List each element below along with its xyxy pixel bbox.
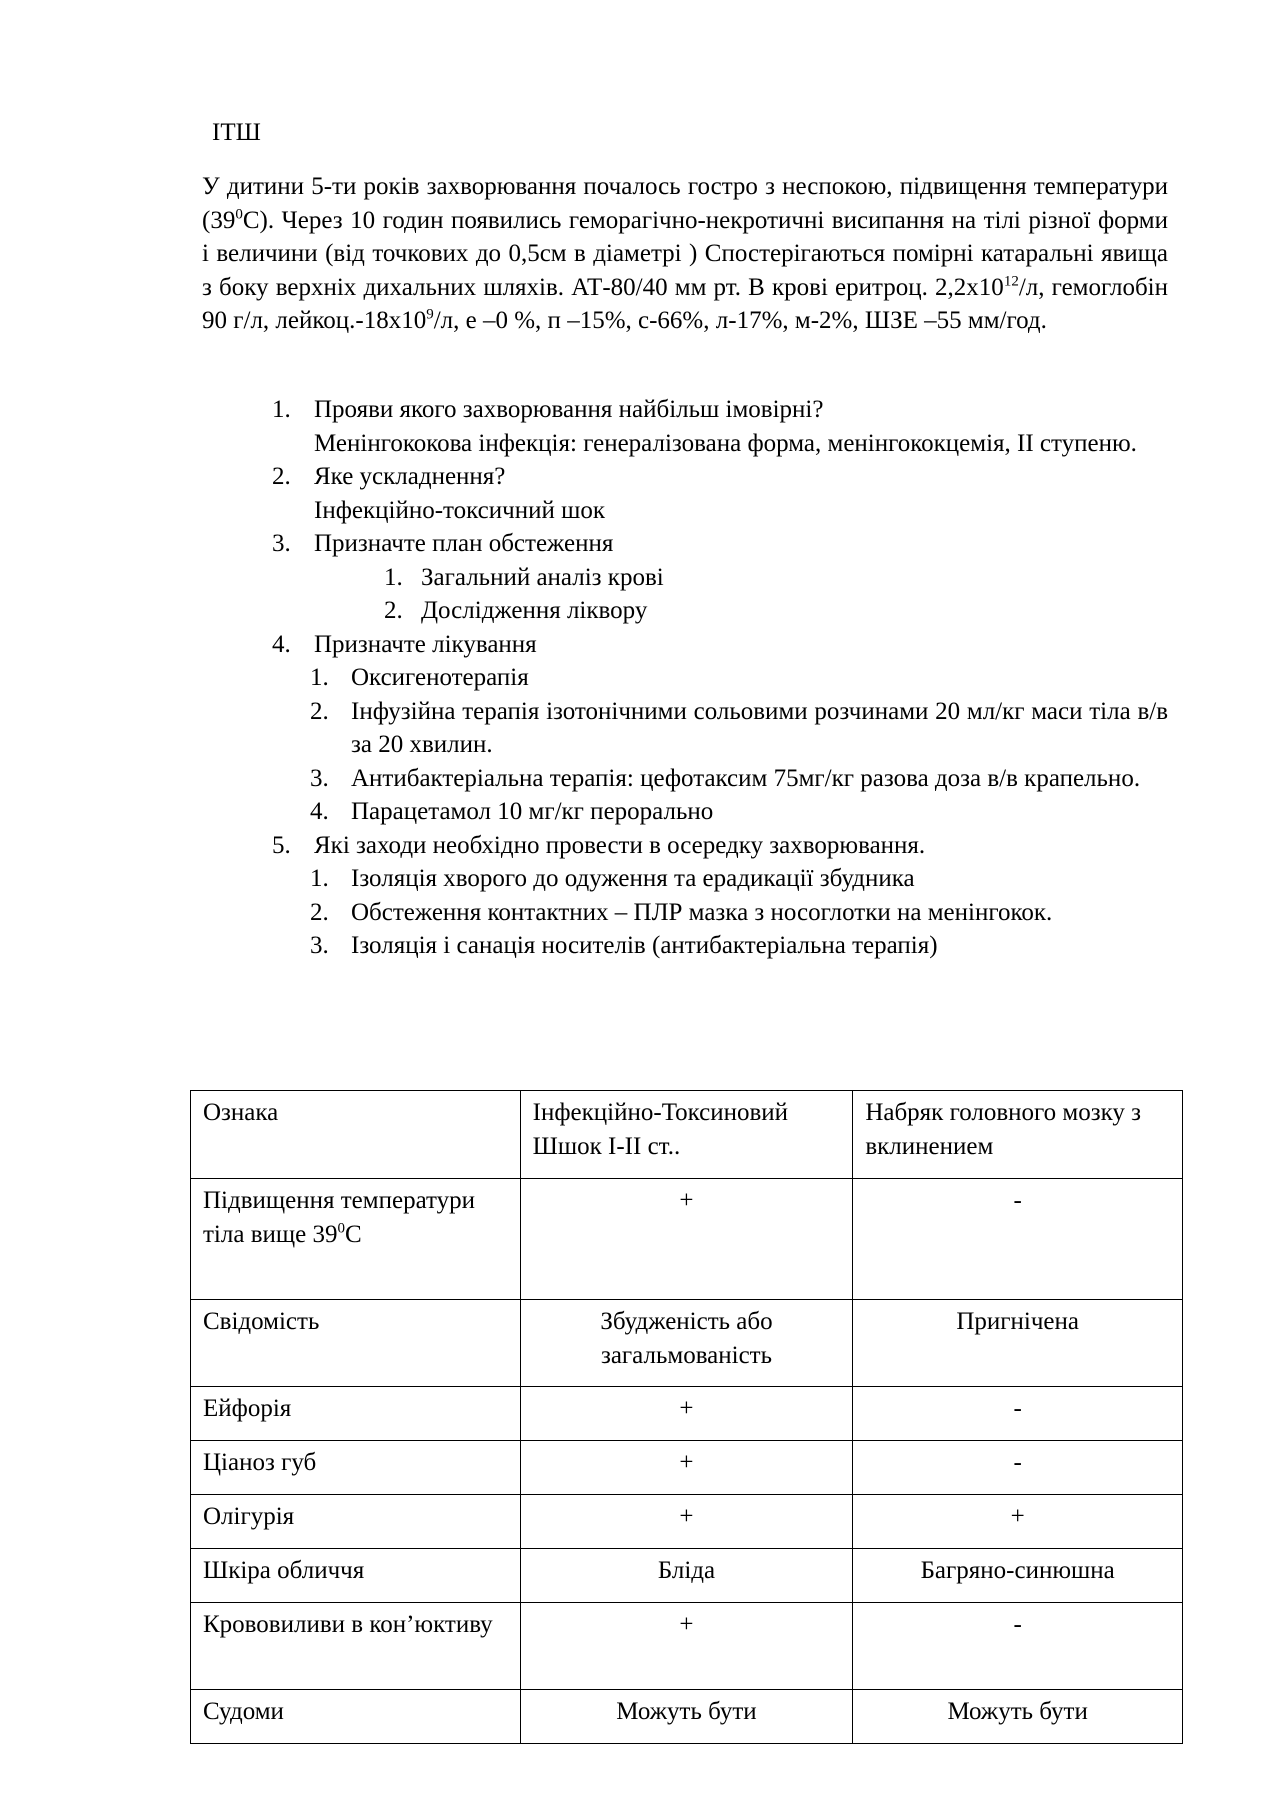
case-text-part2: С). Через 10 годин появились геморагічно-некротичні висипання на тілі різної форми і величини (від точкових до 0,5см в діаметрі ) Спостерігаються помірні катаральні явища з боку верхніх дихальних шляхів. АТ-80/40 мм рт. В крові еритроц. 2,2х10: [202, 206, 1168, 301]
table-row: [191, 1603, 1183, 1690]
document-title: ІТШ: [212, 119, 261, 146]
table-cell-value: +: [520, 1603, 853, 1690]
table-header-cell: Набряк головного мозку з вклинением: [853, 1091, 1183, 1179]
case-text-part3: /л, гемоглобін 90 г/л, лейкоц.-18х10: [202, 273, 1168, 334]
question-number: 4.: [272, 630, 291, 658]
question-text: Прояви якого захворювання найбільш імовірні?: [314, 396, 824, 423]
treatment-item: [310, 695, 1168, 762]
case-text-part4: /л, е –0 %, п –15%, с-66%, л-17%, м-2%, ШЗЕ –55 мм/год.: [433, 307, 1047, 334]
treatment-list: [310, 661, 1168, 829]
table-cell-value: +: [520, 1179, 853, 1300]
exam-plan-list: [314, 561, 1168, 628]
table-row: [191, 1690, 1183, 1744]
table-cell-value: Багряно-синюшна: [853, 1549, 1183, 1603]
case-sup-temp: 0: [235, 206, 243, 223]
sub-item-number: 1.: [310, 865, 329, 892]
outbreak-measures-list: [310, 862, 1194, 963]
table-cell-sign: [191, 1179, 521, 1300]
outbreak-measure-item: [310, 896, 1194, 930]
temp-label-tail: С: [344, 1220, 362, 1248]
question-item-4: [272, 628, 1168, 829]
table-cell-value: -: [853, 1441, 1183, 1495]
sub-item-number: 1.: [310, 664, 329, 691]
exam-plan-item: [384, 561, 1168, 595]
table-cell-value: -: [853, 1179, 1183, 1300]
case-description: [202, 170, 1168, 338]
sub-item-text: Оксигенотерапія: [351, 664, 529, 691]
question-number: 1.: [272, 396, 291, 423]
table-cell-value: +: [853, 1495, 1183, 1549]
outbreak-measure-item: [310, 929, 1194, 963]
question-item-2: [272, 460, 1168, 527]
temp-label-sup: 0: [337, 1220, 345, 1237]
question-number: 3.: [272, 530, 291, 557]
table-cell-value: Бліда: [520, 1549, 853, 1603]
table-cell-sign: Ейфорія: [191, 1387, 521, 1441]
table-row: [191, 1495, 1183, 1549]
question-number: 5.: [272, 831, 291, 859]
treatment-item: [310, 661, 1168, 695]
table-cell-value: Пригнічена: [853, 1300, 1183, 1387]
sub-item-text: Ізоляція і санація носителів (антибактеріальна терапія): [351, 932, 938, 959]
table-cell-sign: Крововиливи в кон’юктиву: [191, 1603, 521, 1690]
table-cell-value: +: [520, 1495, 853, 1549]
table-cell-value: Збудженість або загальмованість: [520, 1300, 853, 1387]
question-item-5: [272, 829, 1168, 963]
table-header-row: [191, 1091, 1183, 1179]
question-item-1: [272, 393, 1168, 460]
sub-item-text: Парацетамол 10 мг/кг перорально: [351, 798, 714, 825]
table-row: [191, 1387, 1183, 1441]
sub-item-number: 2.: [310, 697, 329, 725]
differential-diagnosis-table: [190, 1090, 1183, 1744]
question-number: 2.: [272, 463, 291, 490]
treatment-item: [310, 762, 1168, 796]
sub-item-number: 3.: [310, 932, 329, 959]
table-row: [191, 1300, 1183, 1387]
table-cell-value: +: [520, 1441, 853, 1495]
table-cell-value: Можуть бути: [520, 1690, 853, 1744]
table-cell-value: -: [853, 1387, 1183, 1441]
sub-item-text: Обстеження контактних – ПЛР мазка з носоглотки на менінгокок.: [351, 898, 1053, 926]
questions-list: [272, 393, 1168, 963]
sub-item-number: 1.: [384, 563, 403, 591]
table-row: [191, 1441, 1183, 1495]
sub-item-text: Дослідження ліквору: [421, 597, 648, 624]
table-header-cell: Ознака: [191, 1091, 521, 1179]
table-cell-sign: Ціаноз губ: [191, 1441, 521, 1495]
case-sup-ery: 12: [1003, 273, 1019, 290]
treatment-item: [310, 795, 1168, 829]
temp-label-main: Підвищення температури тіла вище 39: [203, 1187, 475, 1248]
case-text-part1: У дитини 5-ти років захворювання почалось гостро з неспокою, підвищення температури (39: [202, 173, 1168, 234]
table-cell-sign: Олігурія: [191, 1495, 521, 1549]
sub-item-text: Інфузійна терапія ізотонічними сольовими розчинами 20 мл/кг маси тіла в/в за 20 хвилин.: [351, 697, 1168, 758]
case-sup-leu: 9: [426, 306, 434, 323]
sub-item-text: Ізоляція хворого до одуження та ерадикації збудника: [351, 865, 915, 892]
question-text: Які заходи необхідно провести в осередку захворювання.: [314, 831, 926, 859]
outbreak-measure-item: [310, 862, 1194, 896]
exam-plan-item: [384, 594, 1168, 628]
table-header-cell: Інфекційно-Токсиновий Шшок І-ІІ ст..: [520, 1091, 853, 1179]
question-text: Яке ускладнення?: [314, 463, 506, 490]
sub-item-number: 2.: [310, 898, 329, 926]
question-text: Призначте план обстеження: [314, 530, 614, 557]
sub-item-number: 2.: [384, 597, 403, 624]
table-row: [191, 1549, 1183, 1603]
sub-item-text: Антибактеріальна терапія: цефотаксим 75мг/кг разова доза в/в крапельно.: [351, 764, 1141, 792]
sub-item-text: Загальний аналіз крові: [421, 563, 664, 591]
table-cell-sign: Шкіра обличчя: [191, 1549, 521, 1603]
table-cell-value: -: [853, 1603, 1183, 1690]
question-answer: Менінгококова інфекція: генералізована форма, менінгококцемія, ІІ ступеню.: [314, 429, 1137, 457]
table-cell-sign: Судоми: [191, 1690, 521, 1744]
sub-item-number: 3.: [310, 764, 329, 792]
question-answer: Інфекційно-токсичний шок: [314, 496, 606, 524]
sub-item-number: 4.: [310, 798, 329, 825]
question-text: Призначте лікування: [314, 630, 537, 658]
question-item-3: [272, 527, 1168, 628]
table-cell-value: +: [520, 1387, 853, 1441]
table-row: [191, 1179, 1183, 1300]
table-cell-sign: Свідомість: [191, 1300, 521, 1387]
table-cell-value: Можуть бути: [853, 1690, 1183, 1744]
